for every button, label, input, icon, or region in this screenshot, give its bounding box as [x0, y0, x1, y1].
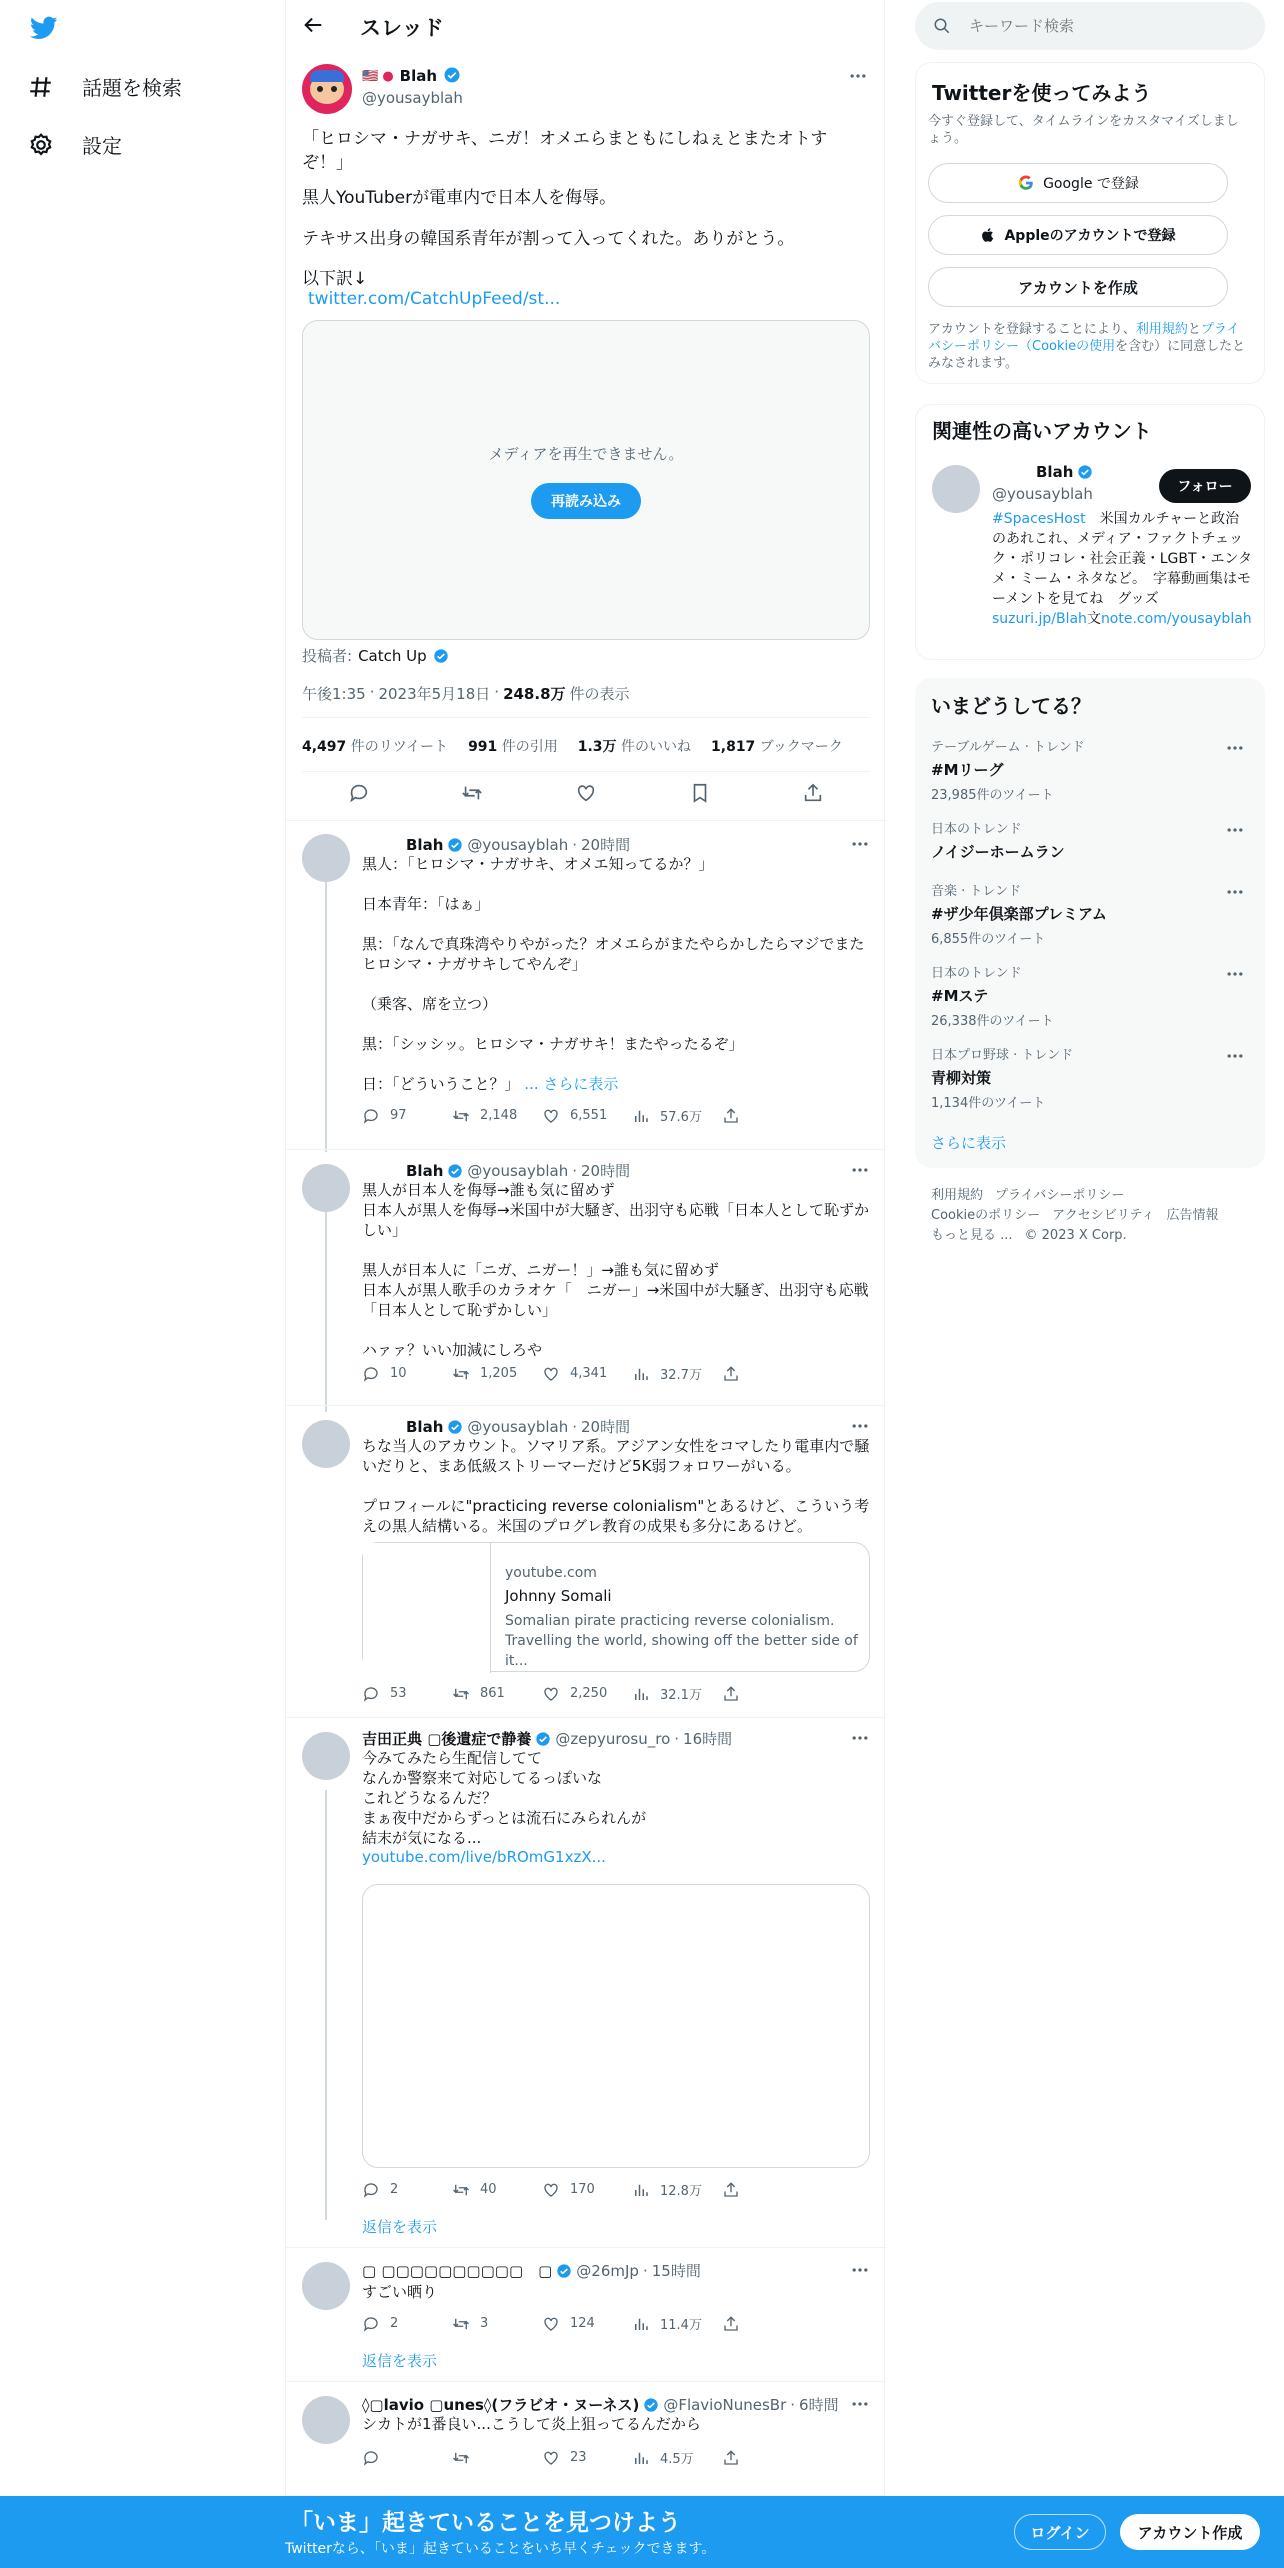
media-container [302, 320, 870, 640]
reply-actions [362, 1684, 812, 1703]
avatar[interactable] [302, 2396, 350, 2444]
poster-attribution [302, 645, 449, 666]
reply-actions [362, 2314, 812, 2333]
more-options-icon[interactable] [1225, 738, 1245, 758]
bio-link-suzuri[interactable]: suzuri.jp/Blah [992, 611, 1087, 627]
bottom-bar-headline: 「いま」起きていることを見つけよう [290, 2510, 681, 2536]
signup-subtitle: 今すぐ登録して、タイムラインをカスタマイズしましょう。 [928, 114, 1239, 146]
follow-button[interactable]: フォロー [1159, 469, 1251, 503]
reply-time[interactable]: 20時間 [581, 1162, 631, 1180]
reply-text: すごい晒り [362, 2283, 438, 2301]
trend-item[interactable]: 日本のトレンド #Mステ 26,338件のツイート [931, 966, 1054, 1029]
signup-card [915, 62, 1265, 384]
views-button[interactable]: 11.4万 [632, 2314, 722, 2333]
more-options-icon[interactable] [850, 2394, 870, 2414]
show-replies-link[interactable]: 返信を表示 [362, 2218, 438, 2236]
avatar[interactable] [302, 1732, 350, 1780]
tweet-time[interactable]: 午後1:35 [302, 685, 366, 703]
nav-explore-label: 話題を検索 [82, 76, 182, 100]
quotes-stat[interactable]: 991 件の引用 [468, 739, 558, 755]
avatar[interactable] [302, 834, 350, 882]
reply-name-row: Blah @yousayblah · 20時間 [406, 1417, 631, 1436]
trend-item[interactable]: 音楽 · トレンド #ザ少年倶楽部プレミアム 6,855件のツイート [931, 884, 1107, 947]
terms-link[interactable]: 利用規約 [1135, 322, 1188, 337]
more-options-icon[interactable] [850, 2260, 870, 2280]
google-signup-button[interactable] [928, 163, 1228, 203]
trends-card [915, 678, 1265, 1168]
search-icon [933, 17, 951, 35]
retweets-stat[interactable]: 4,497 件のリツイート [302, 739, 449, 755]
verified-badge-icon [447, 1163, 463, 1179]
footer-terms[interactable]: 利用規約 [931, 1188, 984, 1203]
bookmark-icon[interactable] [689, 782, 711, 804]
verified-badge-icon [447, 1419, 463, 1435]
reply-tweet[interactable] [286, 820, 886, 1150]
share-icon[interactable] [722, 1107, 812, 1125]
more-options-icon[interactable] [1225, 882, 1245, 902]
apple-icon [980, 226, 996, 244]
like-button[interactable]: 170 [542, 2181, 632, 2199]
google-signup-label: Google で登録 [1043, 176, 1139, 192]
share-icon[interactable] [722, 2315, 812, 2333]
reply-text: 黒人が日本人を侮辱→誰も気に留めず 日本人が黒人を侮辱→米国中が大騒ぎ、出羽守も応戦「日本人として恥ずかしい」 黒人が日本人に「ニガ、ニガー！」→誰も気に留めず 日本人が黒人歌手のカラオケ「 ニガー」→米国中が大騒ぎ、出羽守も応戦「日本人として恥ずかしい」 ハァァ？いい加減にしろや [362, 1181, 869, 1359]
left-nav [0, 0, 285, 2568]
trend-item[interactable]: テーブルゲーム · トレンド #Mリーグ 23,985件のツイート [931, 740, 1085, 803]
tweet-views-label: 件の表示 [569, 685, 630, 703]
like-button[interactable]: 23 [542, 2449, 632, 2467]
reply-name-row: 吉田正典 ▢後遺症で静養 @zepyurosu_ro · 16時間 [362, 1729, 733, 1748]
retweet-button[interactable]: 2,148 [452, 1107, 542, 1125]
reply-button[interactable]: 10 [362, 1365, 452, 1383]
reply-author-name[interactable]: Blah [406, 835, 444, 854]
reply-author-name[interactable]: Blah [406, 1161, 444, 1180]
apple-signup-label: Appleのアカウントで登録 [1004, 228, 1176, 244]
media-container[interactable] [362, 1884, 870, 2168]
main-tweet-actions [302, 782, 870, 804]
reply-handle[interactable]: @26mJp [576, 2261, 639, 2280]
reply-name-row: ▢ ▢▢▢▢▢▢▢▢▢▢ ▢ @26mJp · 15時間 [362, 2261, 701, 2280]
share-icon[interactable] [722, 2449, 812, 2467]
related-handle[interactable]: @yousayblah [992, 485, 1093, 503]
create-account-button[interactable]: アカウントを作成 [928, 267, 1228, 307]
more-options-icon[interactable] [1225, 964, 1245, 984]
views-button[interactable]: 57.6万 [632, 1106, 722, 1125]
reply-text: 黒人：「ヒロシマ・ナガサキ、オメエ知ってるか？」 日本青年：「はぁ」 黒：「なんで真珠湾やりやがった？オメエらがまたやらかしたらマジでまたヒロシマ・ナガサキしてやんぞ」 （乗客、席を立つ） 黒：「シッシッ。ヒロシマ・ナガサキ！またやったるぞ」 日：「どういうこと？」 ... さらに表示 [362, 855, 865, 1093]
gear-icon [28, 132, 54, 158]
reply-time[interactable]: 16時間 [683, 1730, 733, 1748]
verified-badge-icon [643, 2397, 659, 2413]
trend-item[interactable]: 日本プロ野球 · トレンド 青柳対策 1,134件のツイート [931, 1048, 1074, 1111]
reply-author-name[interactable]: 吉田正典 ▢後遺症で静養 [362, 1730, 532, 1748]
nav-explore[interactable] [28, 72, 182, 101]
tweet-views-value: 248.8万 [503, 685, 566, 703]
reply-tweet[interactable] [286, 1150, 886, 1406]
google-icon [1017, 174, 1035, 192]
views-button[interactable]: 12.8万 [632, 2180, 722, 2199]
reply-name-row: Blah @yousayblah · 20時間 [406, 835, 631, 854]
trends-title: いまどうしてる？ [931, 694, 1091, 718]
poster-name[interactable]: Catch Up [358, 646, 427, 665]
reply-text: ちな当人のアカウント。ソマリア系。アジアン女性をコマしたり電車内で騒いだりと、まあ低級ストリーマーだけど5K弱フォロワーがいる。 プロフィールに"practicing reverse colonialism"とあるけど、こういう考えの黒人結構いる。米国のプログレ教育の成果も多分にあるけど。 [362, 1437, 870, 1535]
bio-link-note[interactable]: note.com/yousayblah [1100, 611, 1252, 627]
reply-time[interactable]: 15時間 [651, 2262, 701, 2280]
reply-actions [362, 1106, 812, 1125]
like-button[interactable]: 6,551 [542, 1107, 632, 1125]
privacy-link[interactable]: プライバシーポリシー（Cookieの使用 [928, 322, 1240, 354]
footer-privacy[interactable]: プライバシーポリシー [995, 1188, 1125, 1203]
apple-signup-button[interactable] [928, 215, 1228, 255]
reload-button[interactable]: 再読み込み [531, 483, 641, 519]
reply-author-name[interactable]: Blah [406, 1417, 444, 1436]
retweet-button[interactable]: 40 [452, 2181, 542, 2199]
footer-ads[interactable]: 広告情報 [1166, 1208, 1219, 1223]
footer-cookie[interactable]: Cookieのポリシー [931, 1208, 1041, 1223]
avatar[interactable] [302, 1164, 350, 1212]
avatar[interactable] [302, 1420, 350, 1468]
more-options-icon[interactable] [848, 66, 868, 86]
reply-text: シカトが1番良い...こうして炎上狙ってるんだから [362, 2415, 701, 2433]
link-card[interactable] [362, 1542, 870, 1672]
reply-tweet[interactable] [286, 1406, 886, 1718]
nav-settings[interactable] [28, 130, 122, 159]
main-tweet-text-2: 黒人YouTuberが電車内で日本人を侮辱。 [302, 188, 617, 208]
show-replies-link[interactable]: 返信を表示 [362, 2352, 438, 2370]
reply-icon[interactable] [348, 782, 370, 804]
related-name[interactable]: Blah [1036, 463, 1074, 481]
reply-button[interactable] [362, 2449, 452, 2467]
verified-badge-icon [1077, 464, 1093, 480]
share-icon[interactable] [722, 2181, 812, 2199]
like-button[interactable]: 124 [542, 2315, 632, 2333]
footer-accessibility[interactable]: アクセシビリティ [1052, 1208, 1155, 1223]
reply-tweet[interactable] [286, 1718, 886, 2248]
reply-handle[interactable]: @FlavioNunesBr [663, 2395, 787, 2414]
more-options-icon[interactable] [1225, 1046, 1245, 1066]
back-arrow-icon[interactable] [302, 14, 324, 36]
avatar[interactable] [932, 465, 980, 513]
reply-button[interactable]: 97 [362, 1107, 452, 1125]
reply-text: 今みてみたら生配信してて なんか警察来て対応してるっぽいな これどうなるんだ？ まぁ夜中だからずっとは流石にみられんが 結末が気になる... [362, 1749, 647, 1847]
trend-item[interactable]: 日本のトレンド ノイジーホームラン [931, 822, 1065, 861]
verified-badge-icon [433, 648, 449, 664]
reply-button[interactable]: 2 [362, 2315, 452, 2333]
link-card-description: Somalian pirate practicing reverse colonialism. Travelling the world, showing off the better side of it... [505, 1613, 858, 1669]
signup-button[interactable]: アカウント作成 [1120, 2514, 1260, 2550]
like-button[interactable]: 4,341 [542, 1365, 632, 1383]
reply-handle[interactable]: @yousayblah [467, 1161, 569, 1180]
nav-settings-label: 設定 [82, 134, 122, 158]
verified-badge-icon [535, 1731, 551, 1747]
views-button[interactable]: 4.5万 [632, 2448, 722, 2467]
reply-time[interactable]: 20時間 [581, 836, 631, 854]
signup-legal: アカウントを登録することにより、利用規約とプライバシーポリシー（Cookieの使用を含む）に同意したとみなされます。 [928, 322, 1246, 371]
poster-prefix: 投稿者: [302, 647, 353, 665]
bottom-bar-subtext: Twitterなら、「いま」起きていることをいち早くチェックできます。 [285, 2541, 716, 2557]
verified-badge-icon [556, 2263, 572, 2279]
reply-actions [362, 2448, 812, 2467]
retweet-button[interactable]: 1,205 [452, 1365, 542, 1383]
bottom-signup-bar [0, 2496, 1284, 2568]
share-icon[interactable] [802, 782, 824, 804]
reply-tweet[interactable] [286, 2382, 886, 2496]
retweet-icon[interactable] [461, 782, 483, 804]
reply-actions [362, 1364, 812, 1383]
reply-author-name[interactable]: ◊▢lavio ▢unes◊(フラビオ・ヌーネス) [362, 2396, 640, 2414]
reply-actions [362, 2180, 812, 2199]
reply-time[interactable]: 20時間 [581, 1418, 631, 1436]
related-name-row [1036, 463, 1093, 481]
more-options-icon[interactable] [850, 1160, 870, 1180]
link-card-title: Johnny Somali [505, 1587, 612, 1605]
related-title: 関連性の高いアカウント [932, 419, 1152, 443]
more-options-icon[interactable] [1225, 820, 1245, 840]
reply-name-row: Blah @yousayblah · 20時間 [406, 1161, 631, 1180]
link-card-domain: youtube.com [505, 1565, 597, 1581]
retweet-button[interactable] [452, 2449, 542, 2467]
reply-button[interactable]: 53 [362, 1685, 452, 1703]
verified-badge-icon [447, 837, 463, 853]
twitter-logo-icon[interactable] [28, 14, 60, 42]
trends-show-more[interactable]: さらに表示 [931, 1134, 1007, 1152]
related-bio: #SpacesHost 米国カルチャーと政治のあれこれ、メディア・ファクトチェック・ポリコレ・社会正義・LGBT・エンタメ・ミーム・ネタなど。 字幕動画集はモーメントを見てね グッズsuzuri.jp/Blah文note.com/yousayblah [992, 511, 1252, 627]
page-title: スレッド [360, 16, 444, 40]
avatar[interactable] [302, 64, 352, 114]
likes-stat[interactable]: 1.3万 件のいいね [577, 739, 692, 755]
more-options-icon[interactable] [850, 1416, 870, 1436]
reply-author-name[interactable]: ▢ ▢▢▢▢▢▢▢▢▢▢ ▢ [362, 2262, 553, 2280]
hashtag-icon [28, 74, 54, 100]
more-options-icon[interactable] [850, 1728, 870, 1748]
main-tweet-link[interactable]: twitter.com/CatchUpFeed/st... [308, 289, 561, 309]
author-name[interactable]: Blah [399, 67, 438, 85]
more-options-icon[interactable] [850, 834, 870, 854]
retweet-button[interactable]: 861 [452, 1685, 542, 1703]
tweet-date[interactable]: 2023年5月18日 [378, 685, 491, 703]
reply-handle[interactable]: @yousayblah [467, 835, 569, 854]
retweet-button[interactable]: 3 [452, 2315, 542, 2333]
main-tweet-text-4: 以下訳↓ [302, 269, 368, 289]
reply-handle[interactable]: @yousayblah [467, 1417, 569, 1436]
main-tweet-text-1: 「ヒロシマ・ナガサキ、ニガ！オメエらまともにしねぇとまたオトすぞ！」 [302, 129, 828, 173]
author-handle[interactable]: @yousayblah [362, 89, 463, 107]
views-button[interactable]: 32.1万 [632, 1684, 722, 1703]
tweet-timestamp-row: 午後1:35 · 2023年5月18日 · 248.8万 件の表示 [302, 683, 630, 703]
signup-title: Twitterを使ってみよう [932, 81, 1152, 105]
like-icon[interactable] [575, 782, 597, 804]
bio-hashtag[interactable]: #SpacesHost [992, 511, 1086, 527]
main-tweet-name-row [362, 66, 463, 86]
login-button[interactable]: ログイン [1014, 2514, 1106, 2550]
link-card-thumbnail [363, 1543, 491, 1673]
footer-more[interactable]: もっと見る ... [931, 1228, 1013, 1243]
verified-badge-icon [443, 66, 463, 86]
footer-links [931, 1186, 1251, 1246]
bookmarks-stat[interactable]: 1,817 ブックマーク [711, 739, 843, 755]
share-icon[interactable] [722, 1365, 812, 1383]
reply-time[interactable]: 6時間 [799, 2396, 839, 2414]
reply-button[interactable]: 2 [362, 2181, 452, 2199]
footer-copyright: © 2023 X Corp. [1024, 1228, 1127, 1243]
related-accounts-card [915, 404, 1265, 660]
reply-name-row: ◊▢lavio ▢unes◊(フラビオ・ヌーネス) @FlavioNunesBr · 6時間 [362, 2395, 839, 2414]
reply-handle[interactable]: @zepyurosu_ro [555, 1729, 671, 1748]
flag-icons: 🇺🇸 ● [362, 68, 394, 84]
reply-link[interactable]: youtube.com/live/bROmG1xzX... [362, 1848, 606, 1866]
main-tweet-text-3: テキサス出身の韓国系青年が割って入ってくれた。ありがとう。 [302, 229, 795, 249]
like-button[interactable]: 2,250 [542, 1685, 632, 1703]
search-box[interactable] [915, 2, 1265, 50]
show-more-link[interactable]: ... さらに表示 [524, 1075, 619, 1093]
reply-tweet[interactable] [286, 2248, 886, 2382]
media-error-text: メディアを再生できません。 [488, 445, 684, 463]
main-column [285, 0, 885, 2568]
avatar[interactable] [302, 2262, 350, 2310]
views-button[interactable]: 32.7万 [632, 1364, 722, 1383]
share-icon[interactable] [722, 1685, 812, 1703]
search-input[interactable] [969, 14, 1249, 38]
tweet-stats-row [302, 736, 843, 756]
